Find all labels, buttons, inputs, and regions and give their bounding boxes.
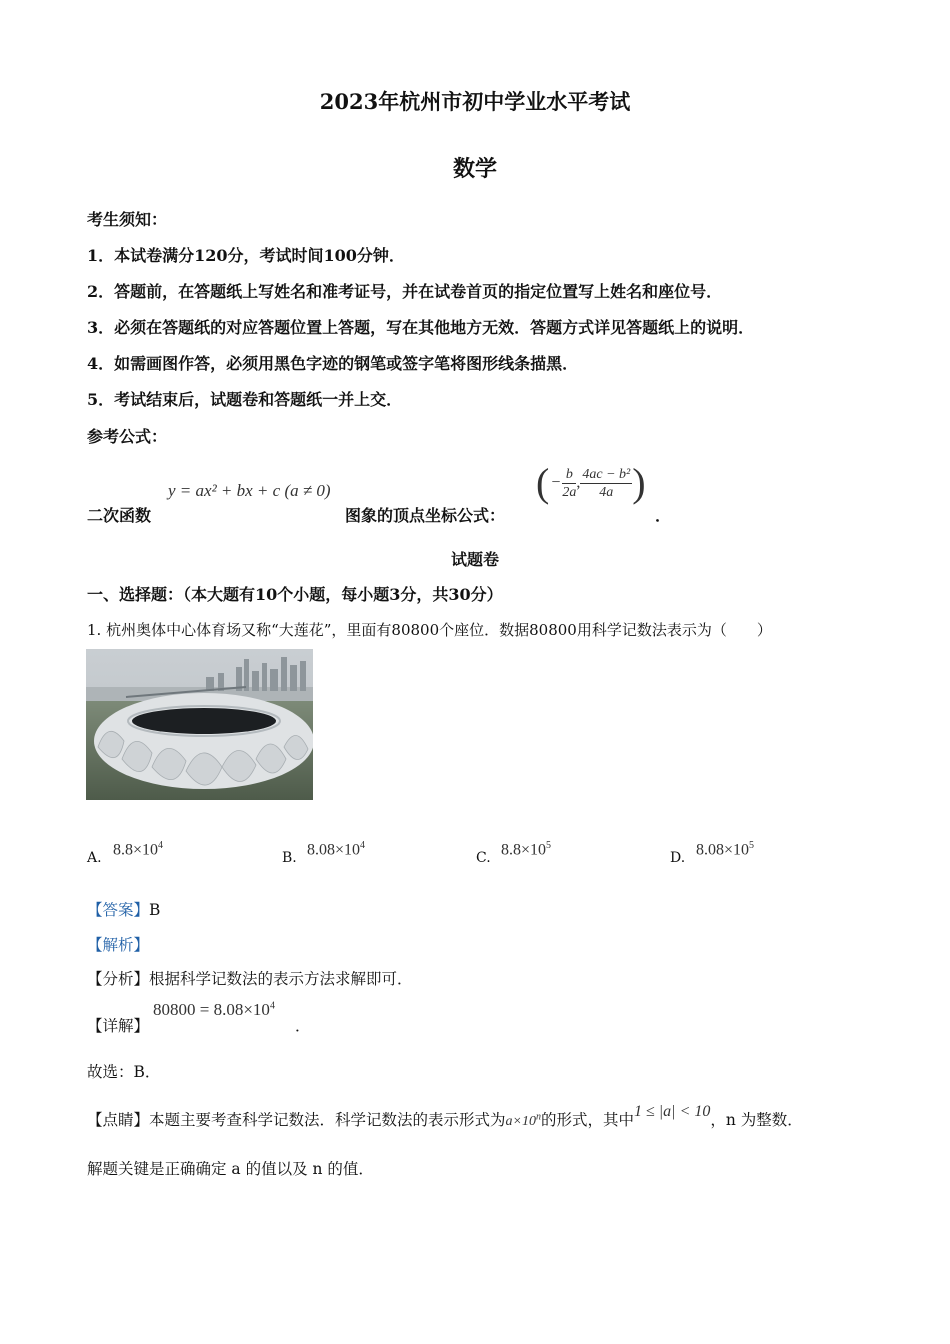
- answer-tag: 【答案】: [87, 901, 150, 919]
- comma: ,: [576, 474, 581, 491]
- vertex-x-numerator: b: [562, 466, 576, 484]
- vertex-y-numerator: 4ac − b²: [582, 466, 631, 482]
- comment-text-c: ，n 为整数．: [710, 1111, 803, 1129]
- comment-range: 1 ≤ |a| < 10: [634, 1103, 711, 1120]
- comment-line: [87, 1103, 803, 1130]
- right-paren: ): [632, 460, 646, 505]
- vertex-x-fraction: [562, 466, 576, 501]
- notice-heading: 考生须知：: [87, 210, 168, 229]
- analysis-tag: 【解析】: [87, 936, 150, 954]
- option-a-label: A.: [87, 850, 102, 866]
- option-a-value: $8.8\times 10^4$: [113, 840, 164, 859]
- fenxi-text: 根据科学记数法的表示方法求解即可．: [149, 970, 413, 988]
- option-c-label: C.: [476, 850, 491, 866]
- formula-suffix: ．: [655, 506, 672, 525]
- detail-tag: 【详解】: [87, 1017, 150, 1035]
- left-paren: (: [536, 460, 550, 505]
- question-stem: 1. 杭州奥体中心体育场又称“大莲花”，里面有80800个座位．数据80800用科学记数法表示为（ ）: [87, 621, 772, 639]
- detail-end: ．: [295, 1017, 311, 1035]
- choose-line: 故选：B．: [87, 1063, 161, 1081]
- option-b-value: $8.08\times 10^4$: [307, 840, 366, 859]
- answer-value: B: [149, 901, 161, 919]
- exam-title: 2023年杭州市初中学业水平考试: [319, 89, 631, 114]
- option-b-label: B.: [282, 850, 297, 866]
- notice-item: 2．答题前，在答题纸上写姓名和准考证号，并在试卷首页的指定位置写上姓名和座位号．: [87, 282, 723, 301]
- fenxi-line: [87, 967, 413, 989]
- vertex-x-denominator: 2a: [562, 484, 577, 500]
- paper-title: 试题卷: [450, 550, 499, 569]
- comment-tag: 【点睛】: [87, 1111, 150, 1129]
- option-d-value: $8.08\times 10^5$: [696, 840, 755, 859]
- fenxi-tag: 【分析】: [87, 970, 150, 988]
- option-d-label: D.: [670, 850, 686, 866]
- formula-prefix: 二次函数: [87, 506, 152, 525]
- notice-item: 1．本试卷满分120分，考试时间100分钟．: [87, 246, 405, 265]
- vertex-y-fraction: [580, 466, 632, 501]
- comment-text-a: 本题主要考查科学记数法．科学记数法的表示形式为: [149, 1111, 506, 1129]
- formula-middle: 图象的顶点坐标公式：: [345, 506, 506, 525]
- comment-form: $a\times 10^n$: [505, 1111, 541, 1129]
- answer-line: [87, 898, 160, 920]
- notice-item: 5．考试结束后，试题卷和答题纸一并上交．: [87, 390, 403, 409]
- comment-last-line: 解题关键是正确确定 a 的值以及 n 的值．: [87, 1160, 374, 1178]
- vertex-formula: [536, 458, 646, 508]
- subject-title: 数学: [452, 156, 497, 182]
- quadratic-function-expr: y = ax² + bx + c (a ≠ 0): [168, 481, 331, 500]
- option-c-value: $8.8\times 10^5$: [501, 840, 552, 859]
- stadium-photo: [86, 649, 313, 800]
- vertex-y-denominator: 4a: [599, 484, 614, 500]
- formula-heading: 参考公式：: [87, 427, 168, 446]
- minus-sign: −: [551, 474, 561, 491]
- comment-text-b: 的形式，其中: [540, 1111, 634, 1129]
- detail-expr: $80800 = 8.08\times 10^4$: [153, 1000, 275, 1019]
- notice-item: 4．如需画图作答，必须用黑色字迹的钢笔或签字笔将图形线条描黑．: [87, 354, 579, 373]
- notice-item: 3．必须在答题纸的对应答题位置上答题，写在其他地方无效．答题方式详见答题纸上的说明．: [87, 318, 755, 337]
- section-heading: 一、选择题：（本大题有10个小题，每小题3分，共30分）: [87, 585, 503, 604]
